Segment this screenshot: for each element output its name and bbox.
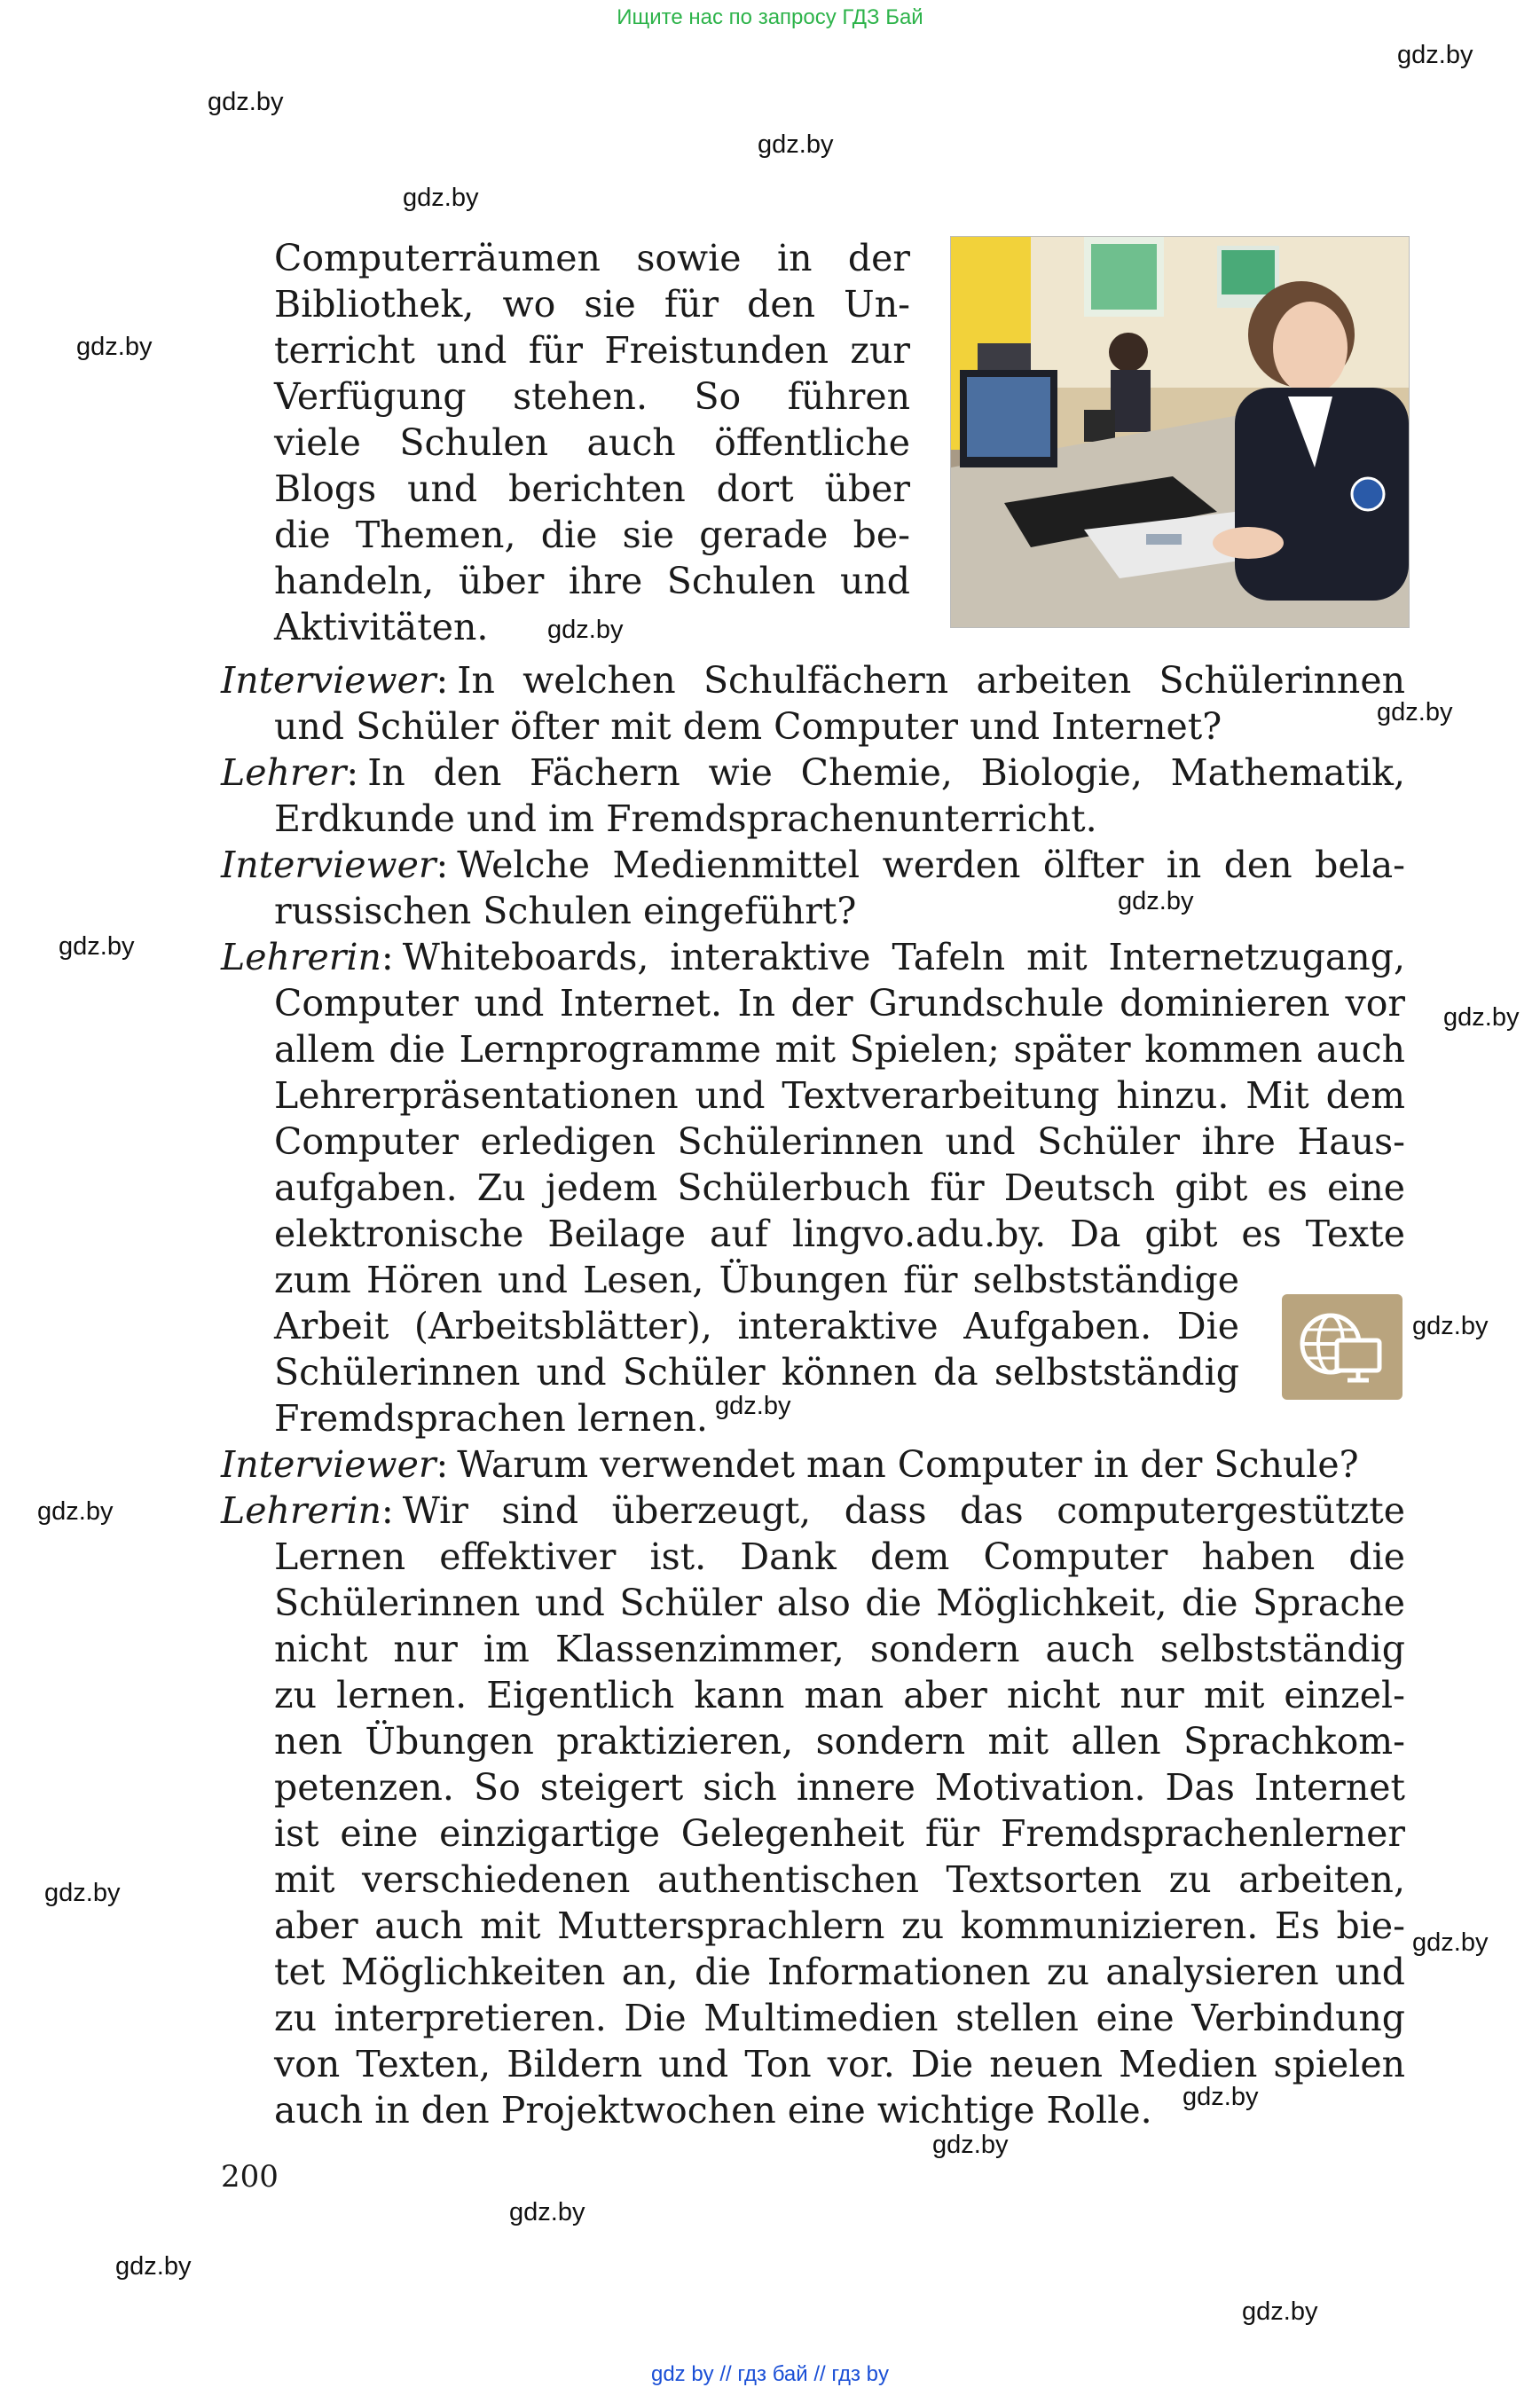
dialogue-line: Schülerinnen und Schüler können da selbstständig bbox=[274, 1351, 1239, 1394]
dialogue-line bbox=[221, 1441, 1405, 1488]
dialogue-line: aber auch mit Muttersprachlern zu kommunizieren. Es bie- bbox=[274, 1904, 1405, 1947]
students-at-computers-photo bbox=[950, 236, 1410, 628]
watermark: gdz.by bbox=[1412, 1928, 1489, 1957]
text-line: die Themen, die sie gerade be- bbox=[274, 514, 910, 556]
dialogue-line: allem die Lernprogramme mit Spielen; später kommen auch bbox=[274, 1028, 1405, 1071]
dialogue-line: von Texten, Bildern und Ton vor. Die neuen Medien spielen bbox=[274, 2043, 1405, 2085]
watermark: gdz.by bbox=[37, 1497, 114, 1526]
dialogue-text: Wir sind überzeugt, dass das computergestützte bbox=[402, 1489, 1405, 1532]
dialogue-text: In welchen Schulfächern arbeiten Schülerinnen bbox=[457, 659, 1405, 702]
dialogue-line: Fremdsprachen lernen. bbox=[274, 1397, 708, 1440]
text-line: Verfügung stehen. So führen bbox=[274, 375, 910, 418]
speaker-colon: : bbox=[436, 844, 449, 886]
watermark: gdz.by bbox=[715, 1392, 791, 1420]
watermark: gdz.by bbox=[547, 616, 624, 644]
dialogue-line: Lernen effektiver ist. Dank dem Computer haben die bbox=[274, 1535, 1405, 1578]
page-number: 200 bbox=[221, 2159, 279, 2195]
watermark: gdz.by bbox=[1377, 698, 1453, 726]
watermark: gdz.by bbox=[59, 932, 135, 961]
dialogue-line: mit verschiedenen authentischen Textsorten zu arbeiten, bbox=[274, 1858, 1405, 1901]
dialogue-line: Arbeit (Arbeitsblätter), interaktive Aufgaben. Die bbox=[274, 1305, 1239, 1347]
globe-monitor-icon[interactable] bbox=[1282, 1294, 1402, 1400]
dialogue-line: russischen Schulen eingeführt? bbox=[274, 890, 857, 932]
dialogue-line: auch in den Projektwochen eine wichtige Rolle. bbox=[274, 2089, 1152, 2132]
dialogue-text: Welche Medienmittel werden ölfter in den bela- bbox=[457, 844, 1405, 886]
watermark: gdz.by bbox=[509, 2198, 585, 2226]
dialogue-line bbox=[221, 657, 1405, 703]
watermark: gdz.by bbox=[115, 2252, 192, 2281]
dialogue-line: Erdkunde und im Fremdsprachenunterricht. bbox=[274, 797, 1097, 840]
speaker-name: Interviewer bbox=[221, 659, 436, 702]
text-line: handeln, über ihre Schulen und bbox=[274, 560, 910, 602]
speaker-colon: : bbox=[436, 1443, 449, 1486]
dialogue-text: Warum verwendet man Computer in der Schule? bbox=[457, 1443, 1359, 1486]
dialogue-line: aufgaben. Zu jedem Schülerbuch für Deutsch gibt es eine bbox=[274, 1166, 1405, 1209]
dialogue-text: In den Fächern wie Chemie, Biologie, Mathematik, bbox=[367, 751, 1405, 794]
text-line: Aktivitäten. bbox=[274, 606, 489, 648]
dialogue-line: zum Hören und Lesen, Übungen für selbstständige bbox=[274, 1259, 1239, 1301]
watermark: gdz.by bbox=[1412, 1312, 1489, 1340]
dialogue-line: Computer und Internet. In der Grundschule dominieren vor bbox=[274, 982, 1405, 1025]
watermark: gdz.by bbox=[208, 88, 284, 116]
watermark: gdz.by bbox=[1397, 41, 1473, 69]
dialogue-line: zu interpretieren. Die Multimedien stellen eine Verbindung bbox=[274, 1997, 1405, 2039]
dialogue-line: ist eine einzigartige Gelegenheit für Fremdsprachenlerner bbox=[274, 1812, 1405, 1855]
speaker-name: Lehrerin bbox=[221, 936, 381, 978]
watermark: gdz.by bbox=[758, 130, 834, 159]
text-line: Computerräumen sowie in der bbox=[274, 237, 910, 279]
dialogue-line: petenzen. So steigert sich innere Motivation. Das Internet bbox=[274, 1766, 1405, 1809]
dialogue-line: und Schüler öfter mit dem Computer und Internet? bbox=[274, 705, 1222, 748]
dialogue-line: Computer erledigen Schülerinnen und Schüler ihre Haus- bbox=[274, 1120, 1405, 1163]
speaker-name: Lehrer bbox=[221, 751, 347, 794]
dialogue-line: Schülerinnen und Schüler also die Möglichkeit, die Sprache bbox=[274, 1582, 1405, 1624]
watermark: gdz.by bbox=[76, 333, 153, 361]
watermark: gdz.by bbox=[403, 184, 479, 212]
dialogue-line bbox=[221, 1488, 1405, 1534]
speaker-colon: : bbox=[436, 659, 449, 702]
speaker-colon: : bbox=[346, 751, 359, 794]
watermark: gdz.by bbox=[932, 2131, 1009, 2159]
speaker-colon: : bbox=[381, 936, 394, 978]
dialogue-line: nicht nur im Klassenzimmer, sondern auch selbstständig bbox=[274, 1628, 1405, 1670]
dialogue-line bbox=[221, 750, 1405, 796]
dialogue-text: Whiteboards, interaktive Tafeln mit Internetzugang, bbox=[402, 936, 1405, 978]
watermark: gdz.by bbox=[44, 1879, 121, 1907]
dialogue-line: tet Möglichkeiten an, die Informationen zu analysieren und bbox=[274, 1951, 1405, 1993]
watermark: gdz.by bbox=[1443, 1003, 1520, 1032]
dialogue-line: Lehrerpräsentationen und Textverarbeitung hinzu. Mit dem bbox=[274, 1074, 1405, 1117]
dialogue-line bbox=[221, 934, 1405, 980]
text-line: viele Schulen auch öffentliche bbox=[274, 421, 910, 464]
speaker-colon: : bbox=[381, 1489, 394, 1532]
text-line: Bibliothek, wo sie für den Un- bbox=[274, 283, 910, 326]
text-line: terricht und für Freistunden zur bbox=[274, 329, 910, 372]
speaker-name: Lehrerin bbox=[221, 1489, 381, 1532]
speaker-name: Interviewer bbox=[221, 1443, 436, 1486]
dialogue-line: elektronische Beilage auf lingvo.adu.by. Da gibt es Texte bbox=[274, 1213, 1405, 1255]
watermark: gdz.by bbox=[1182, 2083, 1259, 2111]
dialogue-line: zu lernen. Eigentlich kann man aber nicht nur mit einzel- bbox=[274, 1674, 1405, 1716]
dialogue-line: nen Übungen praktizieren, sondern mit allen Sprachkom- bbox=[274, 1720, 1405, 1763]
text-line: Blogs und berichten dort über bbox=[274, 467, 910, 510]
dialogue-line bbox=[221, 842, 1405, 888]
watermark: gdz.by bbox=[1118, 887, 1194, 915]
top-banner[interactable]: Ищите нас по запросу ГДЗ Бай bbox=[617, 5, 923, 29]
footer-links[interactable]: gdz by // гдз бай // гдз by bbox=[650, 2362, 890, 2386]
watermark: gdz.by bbox=[1242, 2297, 1318, 2326]
speaker-name: Interviewer bbox=[221, 844, 436, 886]
